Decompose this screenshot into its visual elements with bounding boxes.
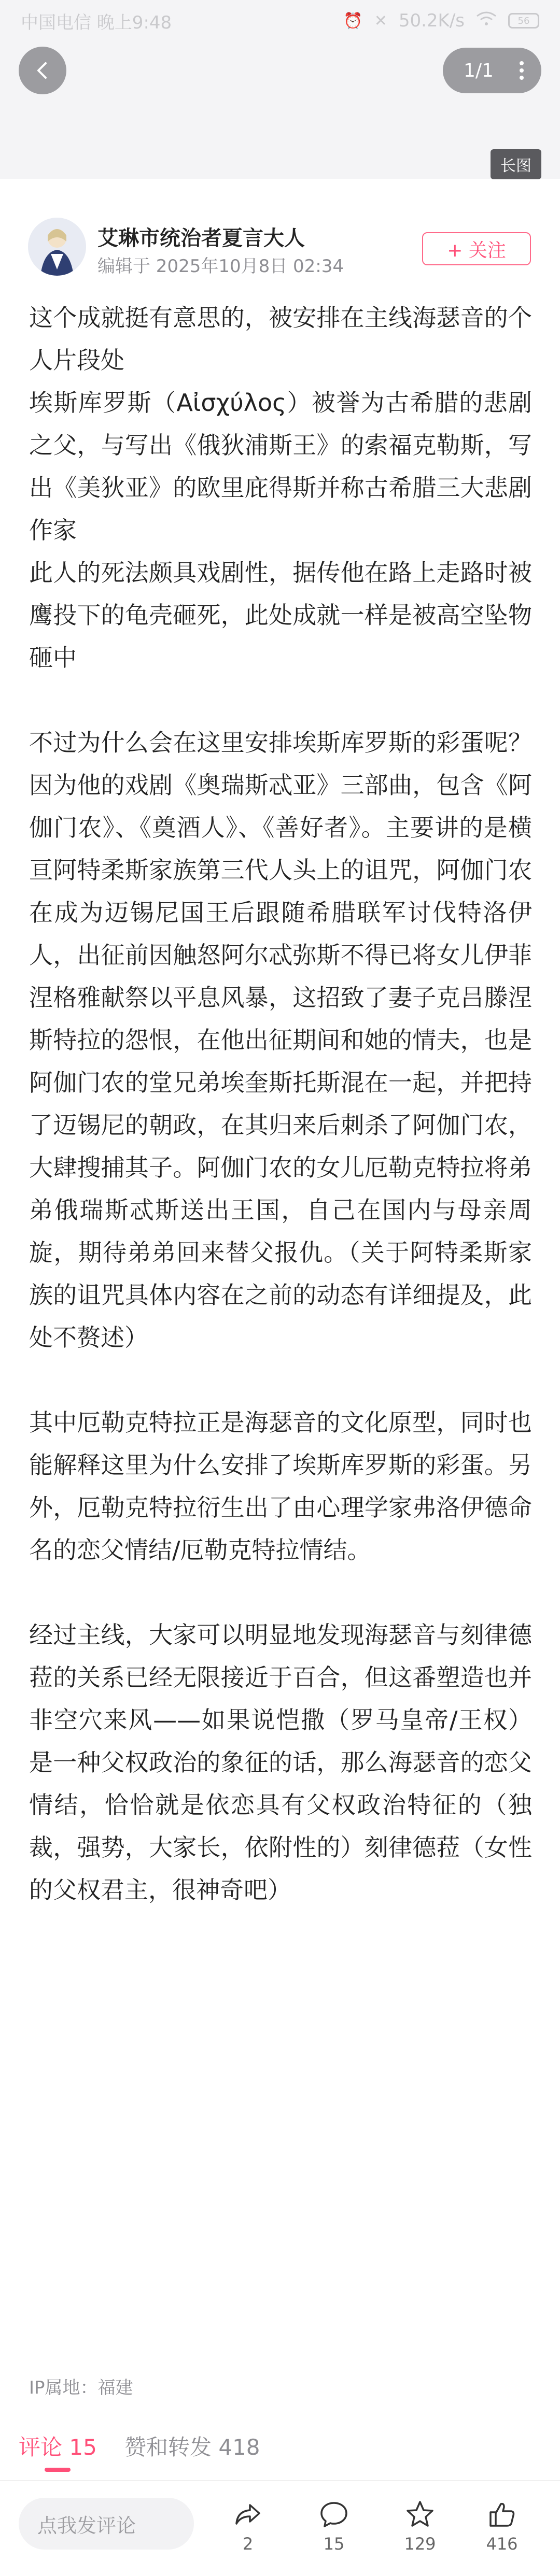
status-indicators [343, 10, 539, 31]
article-paragraph: 经过主线，大家可以明显地发现海瑟音与刻律德菈的关系已经无限接近于百合，但这番塑造也并非空穴来风——如果说恺撒（罗马皇帝/王权）是一种父权政治的象征的话，那么海瑟音的恋父情结，恰恰就是依恋具有父权政治特征的（独裁，强势，大家长，依附性的）刻律德菈（女性的父权君主，很神奇吧） [29, 1621, 532, 1904]
article-body [29, 296, 532, 1911]
edit-time: 编辑于 2025年10月8日 02:34 [97, 256, 344, 277]
star-icon [404, 2499, 436, 2530]
like-count: 416 [486, 2534, 518, 2554]
wifi-icon [476, 11, 497, 31]
article-paragraph: 这个成就挺有意思的，被安排在主线海瑟音的个人片段处 [29, 304, 532, 374]
article-paragraph: 不过为什么会在这里安排埃斯库罗斯的彩蛋呢？因为他的戏剧《奥瑞斯忒亚》三部曲，包含《阿伽门农》、《奠酒人》、《善好者》。主要讲的是横亘阿特柔斯家族第三代人头上的诅咒，阿伽门农在成为迈锡尼国王后跟随希腊联军讨伐特洛伊人，出征前因触怒阿尔忒弥斯不得已将女儿伊菲涅格雅献祭以平息风暴，这招致了妻子克吕滕涅斯特拉的怨恨，在他出征期间和她的情夫，也是阿伽门农的堂兄弟埃奎斯托斯混在一起，并把持了迈锡尼的朝政，在其归来后刺杀了阿伽门农，大肆搜捕其子。阿伽门农的女儿厄勒克特拉将弟弟俄瑞斯忒斯送出王国，自己在国内与母亲周旋，期待弟弟回来替父报仇。（关于阿特柔斯家族的诅咒具体内容在之前的动态有详细提及，此处不赘述） [29, 729, 532, 1351]
thumbs-up-icon [486, 2499, 517, 2530]
back-button[interactable] [19, 47, 66, 94]
author-row [0, 218, 560, 280]
article-paragraph: 埃斯库罗斯（Αἰσχύλος）被誉为古希腊的悲剧之父，与写出《俄狄浦斯王》的索福克勒斯，写出《美狄亚》的欧里庇得斯并称古希腊三大悲剧作家 [29, 389, 532, 544]
comment-icon [318, 2499, 349, 2530]
chevron-left-icon [32, 60, 53, 81]
comment-count: 15 [323, 2534, 345, 2554]
share-icon [232, 2499, 263, 2530]
comment-input[interactable]: 点我发评论 [19, 2498, 194, 2550]
favorite-button[interactable] [389, 2499, 451, 2554]
tab-bar [0, 2430, 560, 2472]
favorite-count: 129 [404, 2534, 436, 2554]
author-name[interactable]: 艾琳市统治者夏言大人 [97, 226, 305, 250]
ip-location: IP属地：福建 [29, 2378, 133, 2398]
long-image-badge: 长图 [491, 149, 541, 179]
page-indicator: 1/1 [464, 60, 494, 81]
avatar[interactable] [28, 218, 86, 276]
battery-indicator [508, 13, 539, 29]
more-icon[interactable] [520, 61, 524, 80]
tab-likes-reposts[interactable]: 赞和转发 418 [124, 2435, 260, 2460]
network-speed: 50.2K/s [398, 10, 465, 31]
share-count: 2 [242, 2534, 254, 2554]
top-area [0, 0, 560, 179]
divider [0, 2480, 560, 2481]
tab-comments[interactable]: 评论 15 [19, 2430, 97, 2461]
alarm-icon: ⏰ [343, 11, 363, 30]
status-bar [0, 0, 560, 41]
page-indicator-pill[interactable] [443, 48, 541, 93]
share-button[interactable] [217, 2499, 279, 2554]
article-paragraph: 此人的死法颇具戏剧性，据传他在路上走路时被鹰投下的龟壳砸死，此处成就一样是被高空坠物砸中 [29, 559, 532, 672]
carrier-time: 中国电信 晚上9:48 [21, 12, 172, 33]
follow-button[interactable]: + 关注 [422, 232, 531, 265]
comment-button[interactable] [303, 2499, 365, 2554]
bottom-action-bar [0, 2487, 560, 2576]
like-button[interactable] [471, 2499, 533, 2554]
article-paragraph: 其中厄勒克特拉正是海瑟音的文化原型，同时也能解释这里为什么安排了埃斯库罗斯的彩蛋。另外，厄勒克特拉衍生出了由心理学家弗洛伊德命名的恋父情结/厄勒克特拉情结。 [29, 1408, 532, 1564]
mute-icon: ✕ [374, 11, 387, 30]
battery-level: 56 [517, 15, 530, 26]
